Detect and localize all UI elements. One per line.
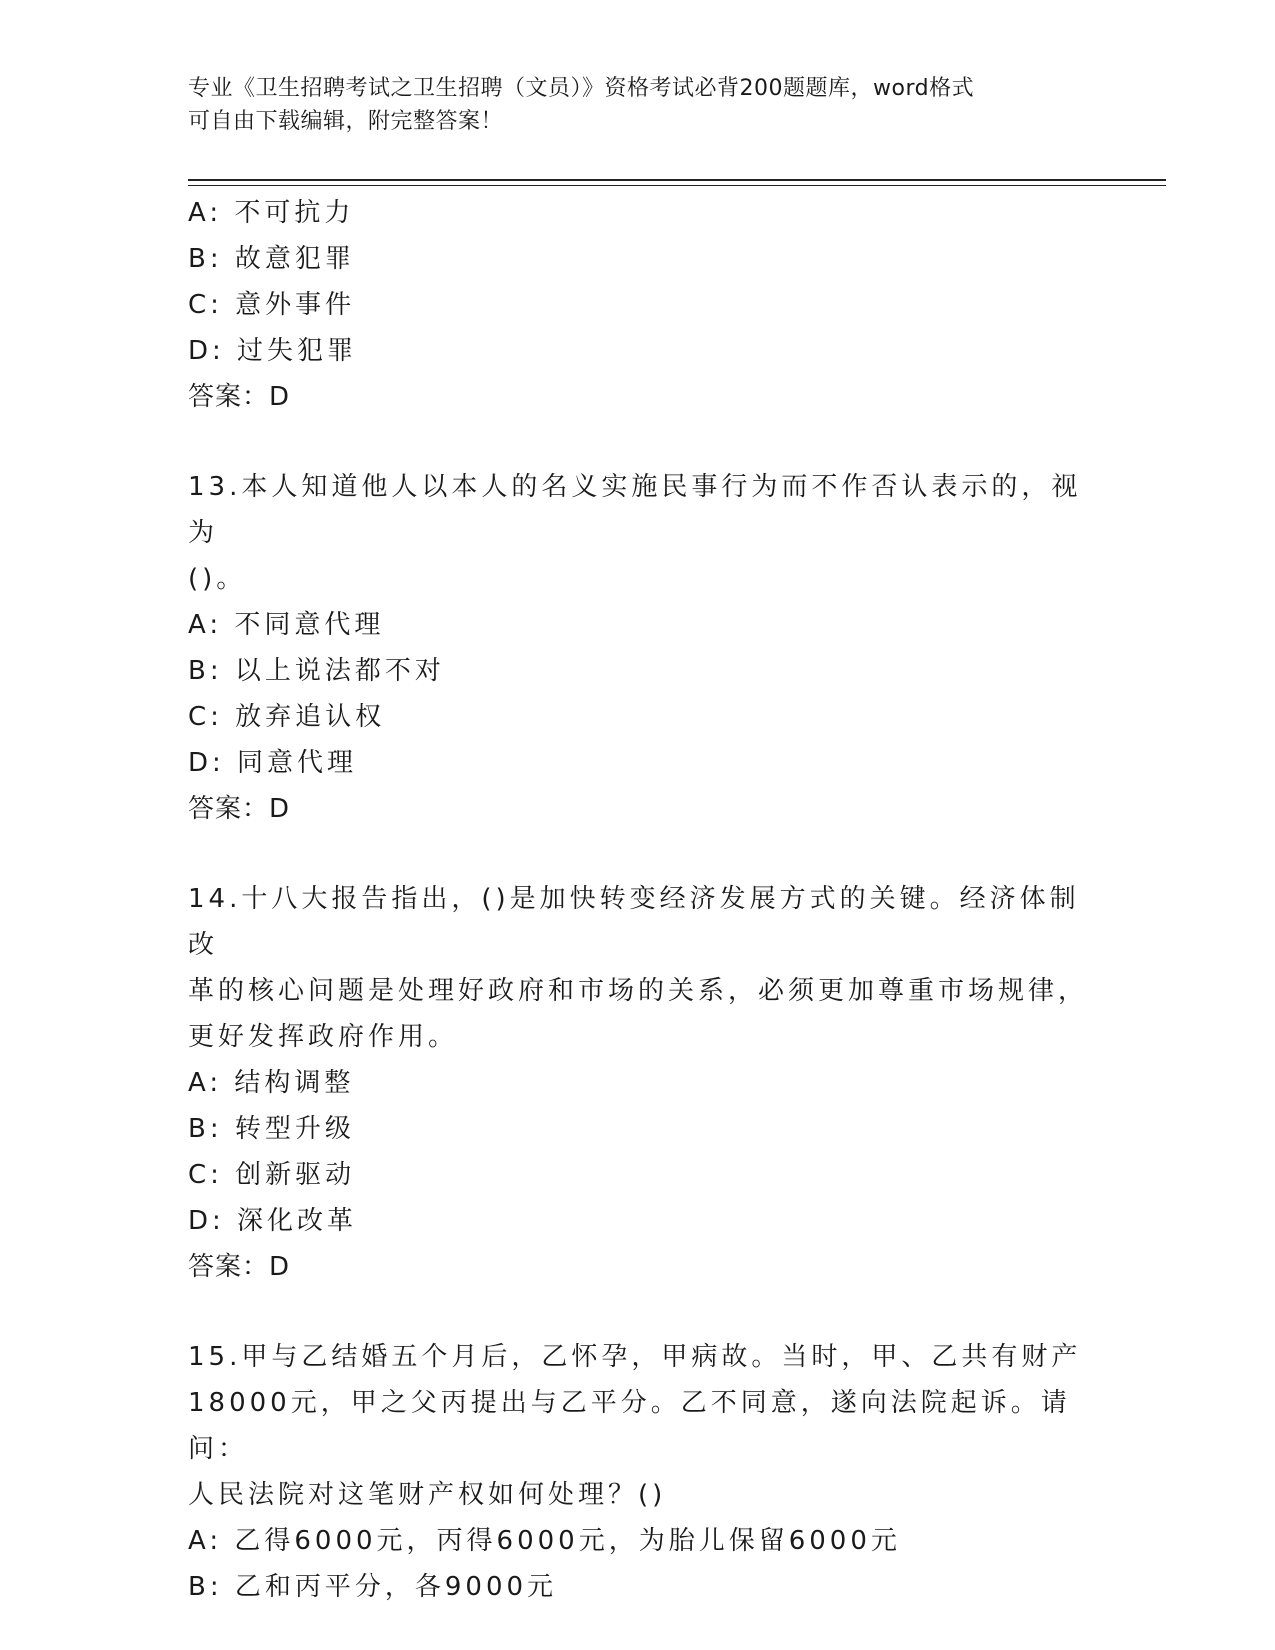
question-14 — [188, 876, 1088, 1290]
stem-line: 15.甲与乙结婚五个月后，乙怀孕，甲病故。当时，甲、乙共有财产 — [188, 1342, 1082, 1372]
option-d: D: 深化改革 — [188, 1206, 358, 1236]
document-header — [188, 72, 1088, 138]
option-d: D: 过失犯罪 — [188, 336, 358, 366]
option-a: A: 结构调整 — [188, 1068, 355, 1098]
header-line-1: 专业《卫生招聘考试之卫生招聘（文员）》资格考试必背200题题库，word格式 — [188, 76, 975, 101]
stem-line: 18000元，甲之父丙提出与乙平分。乙不同意，遂向法院起诉。请问： — [188, 1388, 1071, 1464]
header-rule-thin — [188, 185, 1166, 186]
stem-line: ()。 — [188, 564, 247, 594]
option-b: B: 以上说法都不对 — [188, 656, 445, 686]
option-b: B: 乙和丙平分，各9000元 — [188, 1572, 558, 1602]
option-c: C: 意外事件 — [188, 290, 356, 320]
stem-line: 人民法院对这笔财产权如何处理？() — [188, 1480, 667, 1510]
option-a: A: 乙得6000元，丙得6000元，为胎儿保留6000元 — [188, 1526, 901, 1556]
answer: 答案：D — [188, 1252, 291, 1282]
stem-line: 13.本人知道他人以本人的名义实施民事行为而不作否认表示的，视为 — [188, 472, 1082, 548]
header-rule-thick — [188, 179, 1166, 181]
question-13 — [188, 464, 1088, 832]
option-a: A: 不同意代理 — [188, 610, 385, 640]
question-stem — [188, 1334, 1088, 1518]
option-a: A: 不可抗力 — [188, 198, 355, 228]
header-line-2: 可自由下载编辑，附完整答案！ — [188, 109, 504, 134]
answer: 答案：D — [188, 794, 291, 824]
stem-line: 更好发挥政府作用。 — [188, 1022, 459, 1052]
stem-line: 革的核心问题是处理好政府和市场的关系，必须更加尊重市场规律， — [188, 976, 1089, 1006]
option-b: B: 故意犯罪 — [188, 244, 355, 274]
stem-line: 14.十八大报告指出，()是加快转变经济发展方式的关键。经济体制改 — [188, 884, 1080, 960]
option-c: C: 放弃追认权 — [188, 702, 386, 732]
question-15 — [188, 1334, 1088, 1610]
question-list — [188, 190, 1088, 1610]
option-c: C: 创新驱动 — [188, 1160, 356, 1190]
option-d: D: 同意代理 — [188, 748, 358, 778]
option-b: B: 转型升级 — [188, 1114, 355, 1144]
answer: 答案：D — [188, 382, 291, 412]
question-12 — [188, 190, 1088, 420]
question-stem — [188, 464, 1088, 602]
question-stem — [188, 876, 1088, 1060]
